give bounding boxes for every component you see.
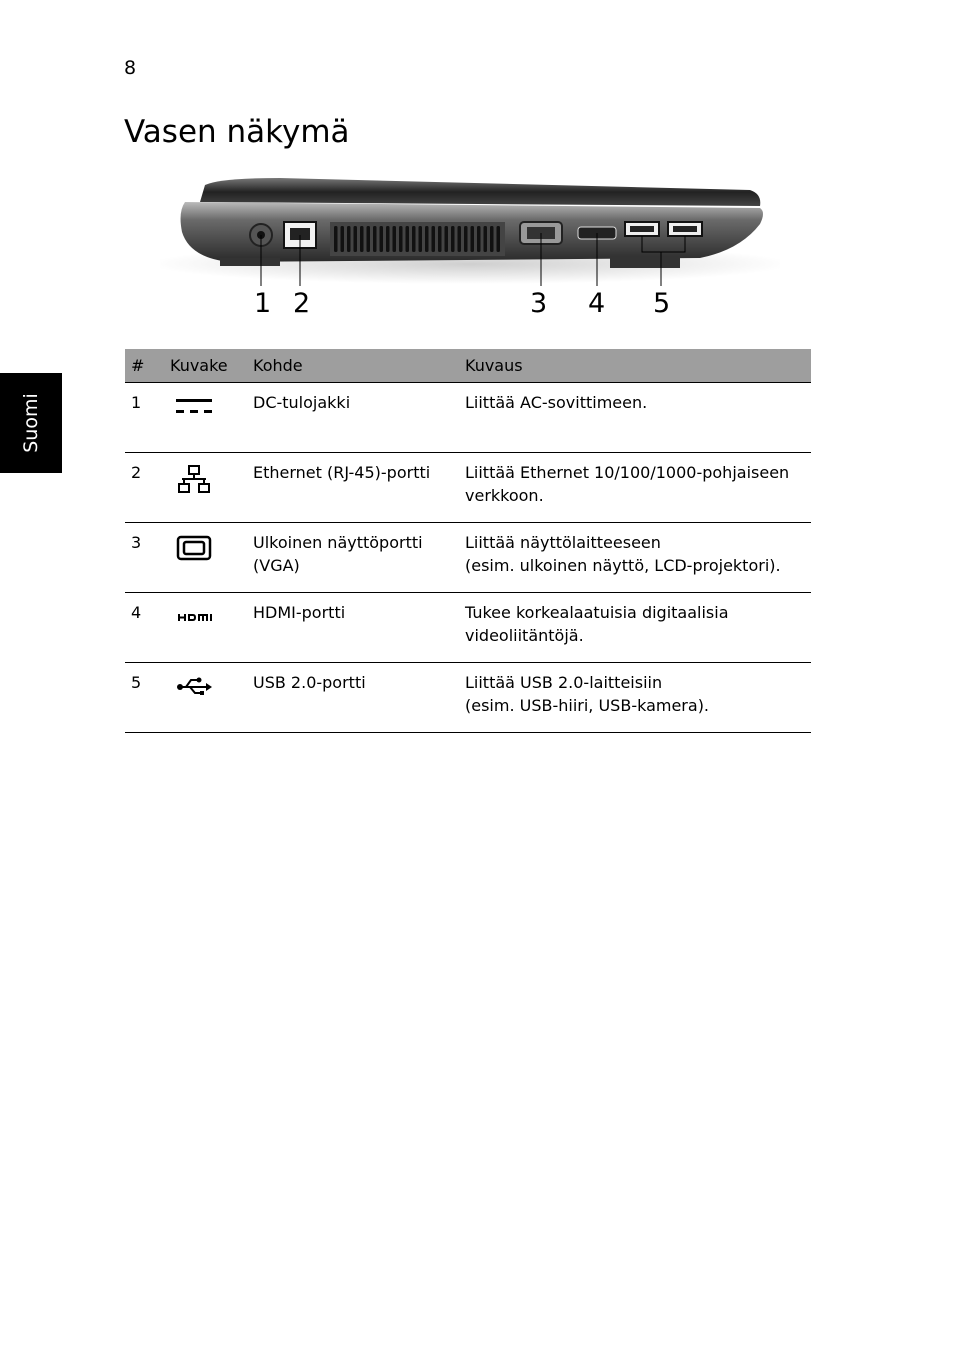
callout-4: 4 <box>588 288 606 319</box>
table-row <box>125 593 811 663</box>
row-number: 3 <box>125 523 164 593</box>
table-header-row <box>125 349 811 383</box>
ports-table <box>125 349 811 733</box>
vent-slot <box>419 226 423 252</box>
table-row <box>125 453 811 523</box>
vent-slot <box>373 226 377 252</box>
vent-slot <box>438 226 442 252</box>
vent-slot <box>464 226 468 252</box>
vent-slot <box>497 226 501 252</box>
header-item: Kohde <box>247 349 459 383</box>
side-tab-label: Suomi <box>20 393 42 453</box>
vent-slot <box>432 226 436 252</box>
header-icon: Kuvake <box>164 349 247 383</box>
callout-5: 5 <box>653 288 671 319</box>
vent-slot <box>367 226 371 252</box>
header-description: Kuvaus <box>459 349 811 383</box>
callout-2: 2 <box>293 288 311 319</box>
hdmi-icon <box>176 605 216 625</box>
row-number: 2 <box>125 453 164 523</box>
row-description: Liittää Ethernet 10/100/1000-pohjaiseen verkkoon. <box>459 453 811 523</box>
row-item: HDMI-portti <box>247 593 459 663</box>
row-number: 4 <box>125 593 164 663</box>
vent-slot <box>354 226 358 252</box>
row-number: 5 <box>125 663 164 733</box>
vent-slot <box>386 226 390 252</box>
page-number: 8 <box>124 57 137 79</box>
table-row <box>125 663 811 733</box>
vent-slot <box>425 226 429 252</box>
row-item: Ethernet (RJ-45)-portti <box>247 453 459 523</box>
usb-icon <box>176 675 214 697</box>
row-number: 1 <box>125 383 164 453</box>
language-side-tab <box>0 373 62 473</box>
vent-slot <box>360 226 364 252</box>
table-row <box>125 523 811 593</box>
vent-slot <box>445 226 449 252</box>
row-description: Liittää AC-sovittimeen. <box>459 383 811 453</box>
table-row <box>125 383 811 453</box>
callout-1: 1 <box>254 288 272 319</box>
vent-slot <box>451 226 455 252</box>
vent-slot <box>341 226 345 252</box>
vent-slot <box>347 226 351 252</box>
vent-slot <box>490 226 494 252</box>
callout-3: 3 <box>530 288 548 319</box>
row-item: USB 2.0-portti <box>247 663 459 733</box>
vent-slot <box>380 226 384 252</box>
vent-slot <box>471 226 475 252</box>
header-number: # <box>125 349 164 383</box>
vent-slot <box>412 226 416 252</box>
vga-icon <box>176 535 212 561</box>
page-title: Vasen näkymä <box>124 114 350 150</box>
vent-slot <box>399 226 403 252</box>
ethernet-icon <box>176 465 212 495</box>
row-description: Tukee korkealaatuisia digitaalisia videoliitäntöjä. <box>459 593 811 663</box>
row-description: Liittää näyttölaitteeseen (esim. ulkoinen näyttö, LCD-projektori). <box>459 523 811 593</box>
dc-in-icon <box>176 395 212 421</box>
row-item: Ulkoinen näyttöportti (VGA) <box>247 523 459 593</box>
vent-slot <box>406 226 410 252</box>
laptop-left-side-illustration <box>160 172 780 332</box>
vent-slot <box>334 226 338 252</box>
row-description: Liittää USB 2.0-laitteisiin (esim. USB-hiiri, USB-kamera). <box>459 663 811 733</box>
vent-slot <box>477 226 481 252</box>
vent-slot <box>393 226 397 252</box>
row-item: DC-tulojakki <box>247 383 459 453</box>
vent-slot <box>484 226 488 252</box>
vent-slot <box>458 226 462 252</box>
